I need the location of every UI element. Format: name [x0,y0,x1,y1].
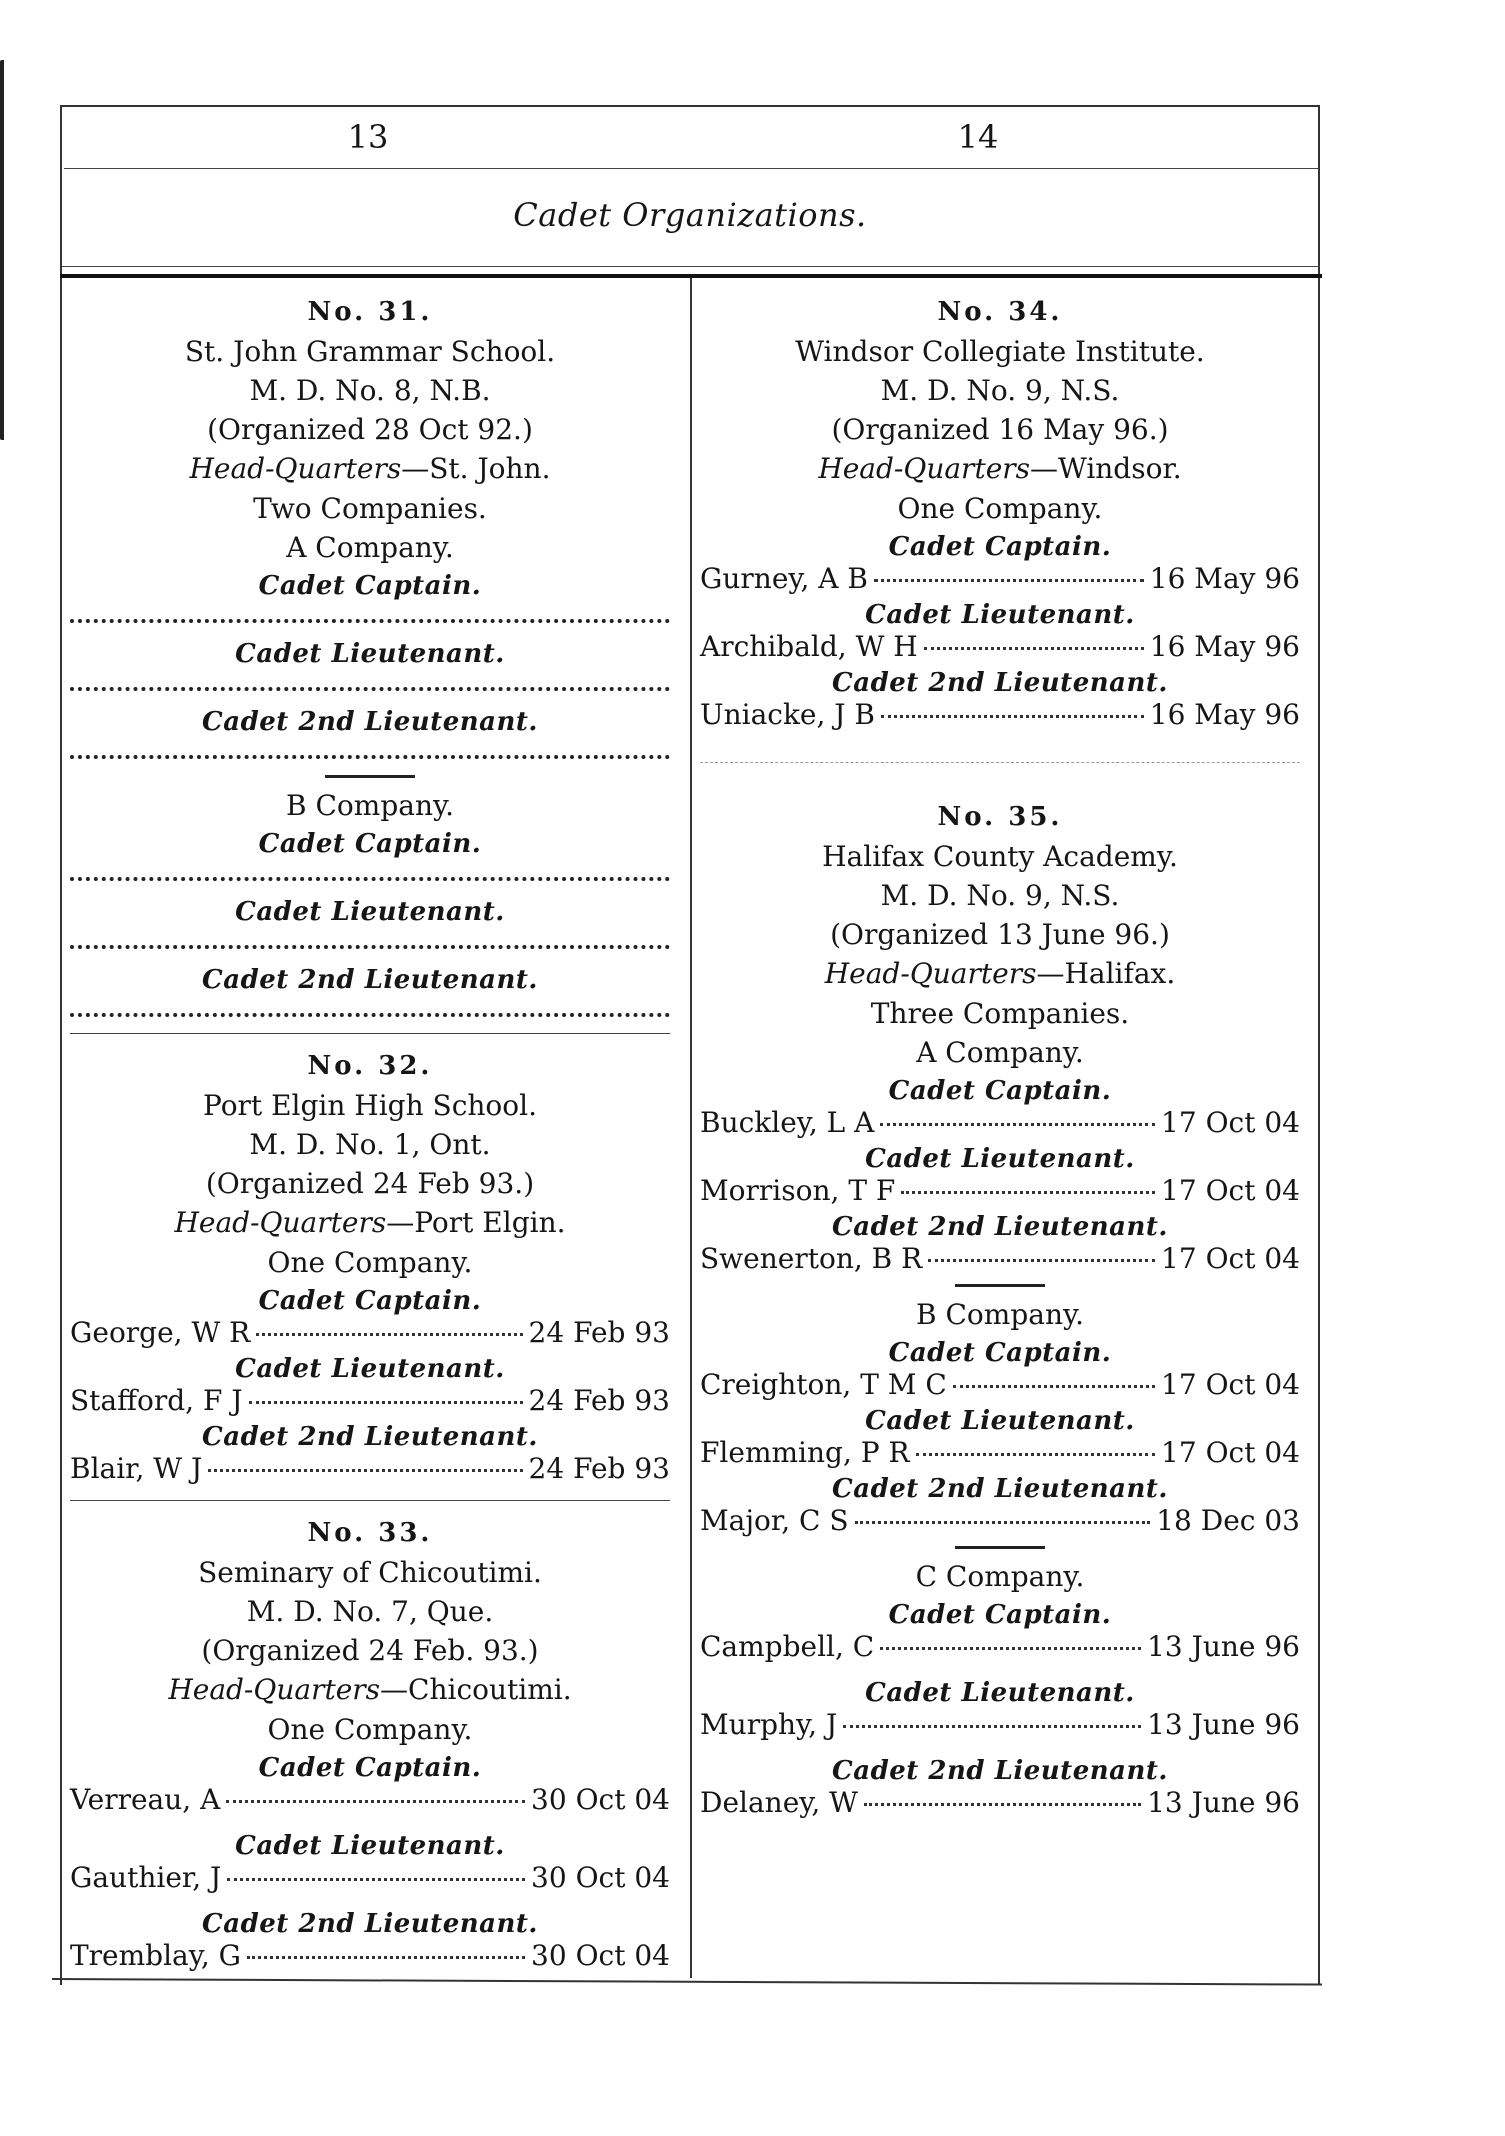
left-column [70,292,670,1973]
company-separator [955,1284,1045,1287]
military-district: M. D. No. 1, Ont. [249,1128,491,1161]
leader-dots [843,1725,1141,1728]
officer-entry [70,1861,670,1895]
officer-name: Murphy, J [700,1708,838,1741]
officer-name: Verreau, A [70,1783,221,1816]
officer-name: Tremblay, G [70,1939,242,1972]
blank-entry-dots [70,677,670,691]
company-count: Two Companies. [253,492,487,525]
spacer [70,1895,670,1905]
headquarters [70,1203,670,1243]
military-district: M. D. No. 7, Que. [246,1595,494,1628]
organization-number: No. 33. [307,1518,433,1548]
officer-entry [700,1174,1300,1208]
section-rule [700,762,1300,763]
appointment-date: 18 Dec 03 [1156,1504,1300,1537]
leader-dots [880,1123,1155,1126]
leader-dots [953,1385,1155,1388]
rank-heading: Cadet Captain. [258,1286,482,1316]
officer-entry [700,1436,1300,1470]
officer-name: Blair, W J [70,1452,203,1485]
headquarters-label: Head-Quarters [818,452,1031,485]
company-heading: C Company. [915,1560,1085,1593]
leader-dots [874,579,1144,582]
headquarters-place: —St. John. [401,452,551,485]
organized-date: (Organized 13 June 96.) [830,918,1170,951]
officer-name: Gauthier, J [70,1861,222,1894]
military-district: M. D. No. 8, N.B. [249,374,491,407]
school-name: Seminary of Chicoutimi. [198,1556,542,1589]
officer-name: Delaney, W [700,1786,858,1819]
headquarters-place: —Port Elgin. [386,1206,566,1239]
right-column [700,292,1300,1820]
officer-entry [700,1242,1300,1276]
headquarters-label: Head-Quarters [189,452,402,485]
rank-heading: Cadet Captain. [258,1753,482,1783]
officer-name: Stafford, F J [70,1384,243,1417]
school-name: St. John Grammar School. [184,335,556,368]
officer-entry [70,1384,670,1418]
rank-heading: Cadet Captain. [888,1600,1112,1630]
appointment-date: 17 Oct 04 [1161,1106,1300,1139]
appointment-date: 30 Oct 04 [531,1783,670,1816]
company-heading: B Company. [286,789,454,822]
header-rule [64,168,1318,169]
organization-number: No. 31. [307,297,433,327]
company-count: Three Companies. [870,997,1130,1030]
appointment-date: 16 May 96 [1149,562,1300,595]
organized-date: (Organized 24 Feb. 93.) [201,1634,539,1667]
spacer [700,1742,1300,1752]
officer-name: Gurney, A B [700,562,868,595]
headquarters-place: —Halifax. [1036,957,1176,990]
leader-dots [916,1453,1155,1456]
company-heading: A Company. [286,531,454,564]
organization-number: No. 34. [937,297,1063,327]
organization-number: No. 35. [937,802,1063,832]
blank-entry-dots [70,745,670,759]
leader-dots [249,1401,523,1404]
military-district: M. D. No. 9, N.S. [880,879,1120,912]
rank-heading: Cadet 2nd Lieutenant. [202,707,538,737]
school-name: Port Elgin High School. [202,1089,537,1122]
rank-heading: Cadet Captain. [888,1338,1112,1368]
headquarters-place: —Chicoutimi. [380,1673,572,1706]
rank-heading: Cadet Lieutenant. [865,600,1135,630]
officer-entry [700,1504,1300,1538]
rank-heading: Cadet Captain. [888,1076,1112,1106]
organization-number: No. 32. [307,1051,433,1081]
leader-dots [880,1647,1141,1650]
blank-entry-dots [70,867,670,881]
appointment-date: 13 June 96 [1147,1630,1300,1663]
headquarters [700,954,1300,994]
military-district: M. D. No. 9, N.S. [880,374,1120,407]
officer-entry [70,1939,670,1973]
blank-entry-dots [70,1003,670,1017]
officer-name: Flemming, P R [700,1436,910,1469]
page-number-right: 14 [957,118,999,156]
company-heading: A Company. [916,1036,1084,1069]
company-count: One Company. [267,1713,473,1746]
leader-dots [924,647,1144,650]
appointment-date: 17 Oct 04 [1161,1242,1300,1275]
headquarters-label: Head-Quarters [824,957,1037,990]
officer-name: Campbell, C [700,1630,875,1663]
appointment-date: 30 Oct 04 [531,1861,670,1894]
headquarters [700,449,1300,489]
appointment-date: 17 Oct 04 [1161,1174,1300,1207]
officer-name: Creighton, T M C [700,1368,947,1401]
officer-entry [700,630,1300,664]
organization-no32 [70,1046,670,1486]
officer-entry [70,1783,670,1817]
officer-entry [700,698,1300,732]
blank-entry-dots [70,609,670,623]
appointment-date: 13 June 96 [1147,1786,1300,1819]
appointment-date: 16 May 96 [1149,630,1300,663]
leader-dots [227,1878,525,1881]
appointment-date: 24 Feb 93 [528,1384,670,1417]
blank-entry-dots [70,935,670,949]
spacer [700,1664,1300,1674]
officer-name: Swenerton, B R [700,1242,923,1275]
school-name: Windsor Collegiate Institute. [795,335,1205,368]
rank-heading: Cadet Lieutenant. [235,639,505,669]
rank-heading: Cadet 2nd Lieutenant. [832,1212,1168,1242]
leader-dots [881,715,1144,718]
rank-heading: Cadet 2nd Lieutenant. [832,1756,1168,1786]
organization-no34 [700,292,1300,732]
leader-dots [864,1803,1141,1806]
rank-heading: Cadet Captain. [888,532,1112,562]
officer-name: Morrison, T F [700,1174,896,1207]
company-count: One Company. [267,1246,473,1279]
organized-date: (Organized 24 Feb 93.) [205,1167,535,1200]
rank-heading: Cadet 2nd Lieutenant. [832,668,1168,698]
leader-dots [208,1469,522,1472]
appointment-date: 17 Oct 04 [1161,1436,1300,1469]
company-separator [325,775,415,778]
school-name: Halifax County Academy. [822,840,1178,873]
officer-entry [700,1708,1300,1742]
appointment-date: 17 Oct 04 [1161,1368,1300,1401]
appointment-date: 13 June 96 [1147,1708,1300,1741]
officer-entry [700,1368,1300,1402]
leader-dots [226,1800,525,1803]
officer-name: Archibald, W H [700,630,918,663]
rank-heading: Cadet 2nd Lieutenant. [202,1909,538,1939]
headquarters-label: Head-Quarters [174,1206,387,1239]
appointment-date: 30 Oct 04 [531,1939,670,1972]
headquarters-place: —Windsor. [1030,452,1182,485]
officer-name: Major, C S [700,1504,849,1537]
officer-entry [70,1316,670,1350]
headquarters [70,449,670,489]
rank-heading: Cadet Lieutenant. [865,1678,1135,1708]
officer-entry [70,1452,670,1486]
organization-no35 [700,797,1300,1820]
section-rule [70,1500,670,1501]
appointment-date: 24 Feb 93 [528,1316,670,1349]
page-number-left: 13 [347,118,389,156]
company-separator [955,1546,1045,1549]
officer-name: Uniacke, J B [700,698,875,731]
rank-heading: Cadet Captain. [258,829,482,859]
column-divider [690,278,692,1978]
officer-entry [700,562,1300,596]
headquarters-label: Head-Quarters [168,1673,381,1706]
rank-heading: Cadet 2nd Lieutenant. [832,1474,1168,1504]
officer-entry [700,1106,1300,1140]
company-heading: B Company. [916,1298,1084,1331]
page-binding-edge [0,60,10,440]
organized-date: (Organized 16 May 96.) [831,413,1169,446]
rank-heading: Cadet Lieutenant. [865,1144,1135,1174]
appointment-date: 16 May 96 [1149,698,1300,731]
officer-name: George, W R [70,1316,251,1349]
rank-heading: Cadet Lieutenant. [865,1406,1135,1436]
page-title: Cadet Organizations. [513,196,867,234]
rank-heading: Cadet Lieutenant. [235,1354,505,1384]
rank-heading: Cadet Lieutenant. [235,1831,505,1861]
rank-heading: Cadet 2nd Lieutenant. [202,965,538,995]
rank-heading: Cadet 2nd Lieutenant. [202,1422,538,1452]
officer-entry [700,1630,1300,1664]
organization-no33 [70,1513,670,1973]
organization-no31 [70,292,670,1017]
headquarters [70,1670,670,1710]
leader-dots [256,1333,522,1336]
appointment-date: 24 Feb 93 [528,1452,670,1485]
rank-heading: Cadet Lieutenant. [235,897,505,927]
rank-heading: Cadet Captain. [258,571,482,601]
leader-dots [855,1521,1151,1524]
officer-entry [700,1786,1300,1820]
company-count: One Company. [897,492,1103,525]
leader-dots [247,1956,525,1959]
leader-dots [928,1259,1155,1262]
organized-date: (Organized 28 Oct 92.) [207,413,533,446]
title-rule [62,266,1320,267]
section-rule [70,1033,670,1034]
spacer [70,1817,670,1827]
officer-name: Buckley, L A [700,1106,875,1139]
leader-dots [901,1191,1155,1194]
